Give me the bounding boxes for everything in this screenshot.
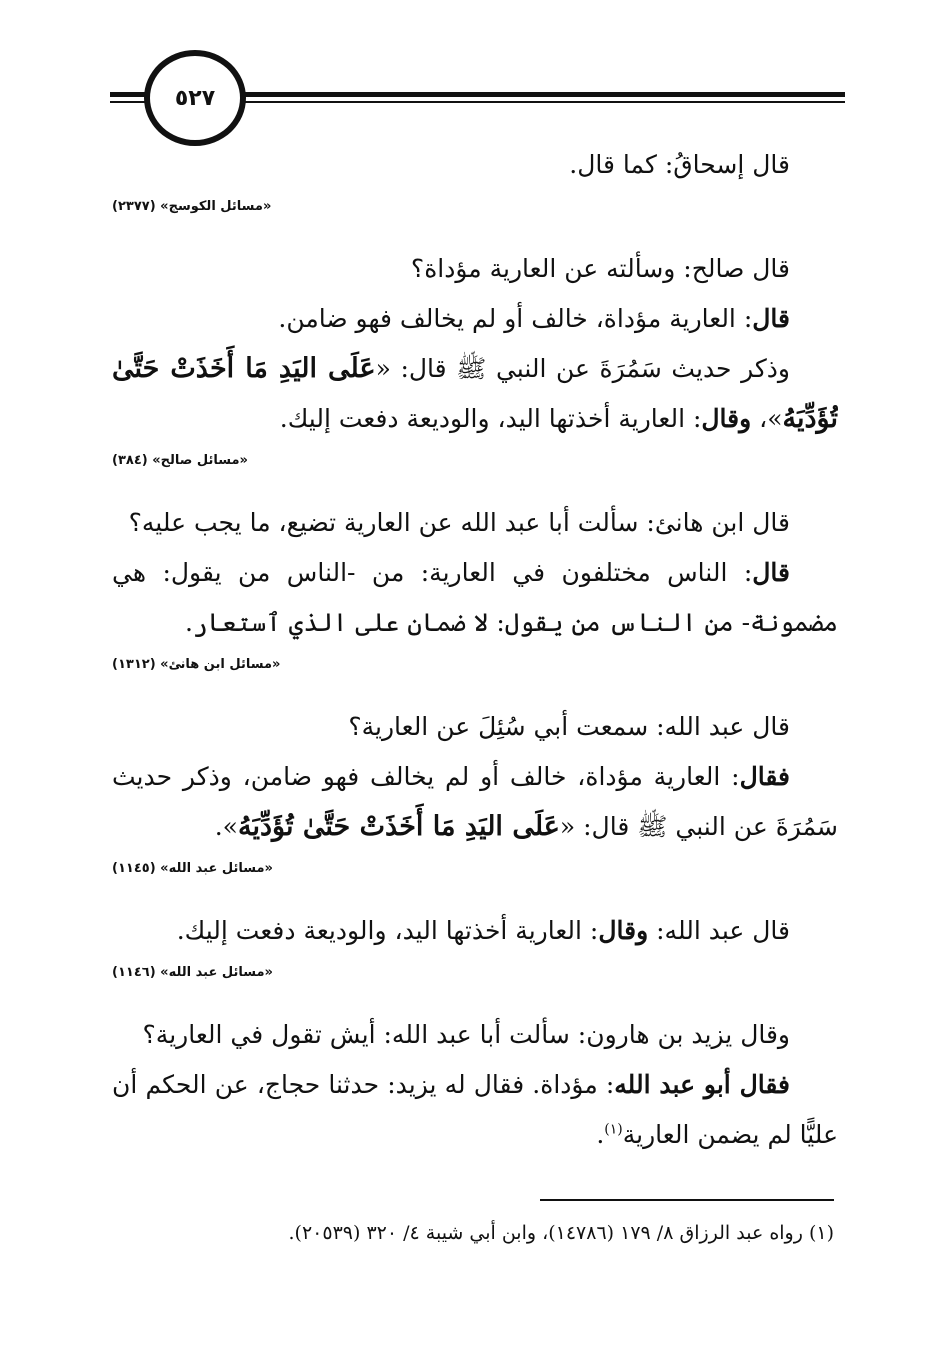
text-line: قال عبد الله: وقال: العارية أخذتها اليد، والوديعة دفعت إليك.	[176, 916, 790, 945]
text-line: قال ابن هانئ: سألت أبا عبد الله عن العارية تضيع، ما يجب عليه؟	[128, 508, 790, 537]
text-line: مضمونة- من الناس من يقول: لا ضمان على الذي ٱستعار.	[185, 608, 838, 637]
text-line: قال إسحاقُ: كما قال.	[569, 150, 790, 179]
hadith-text: عَلَى اليَدِ مَا أَخَذَتْ حَتَّىٰ	[112, 353, 376, 384]
text-line: فقال: العارية مؤداة، خالف أو لم يخالف فهو ضامن، وذكر حديث	[112, 762, 790, 791]
text-line: قال عبد الله: سمعت أبي سُئِلَ عن العارية؟	[348, 712, 790, 741]
text-line: قال: الناس مختلفون في العارية: من -الناس من يقول: هي	[112, 558, 790, 587]
source-citation: «مسائل عبد الله» (١١٤٥)	[112, 861, 273, 876]
text-line: سَمُرَةَ عن النبي ﷺ قال: «عَلَى اليَدِ مَا أَخَذَتْ حَتَّىٰ تُؤَدِّيَهُ».	[214, 811, 838, 842]
text-line: عليًّا لم يضمن العارية$^{(١)}$.	[596, 1120, 838, 1149]
source-citation: «مسائل عبد الله» (١١٤٦)	[112, 965, 273, 980]
page-body	[112, 140, 838, 1160]
text-line: تُؤَدِّيَهُ»، وقال: العارية أخذتها اليد، والوديعة دفعت إليك.	[279, 403, 838, 434]
source-citation: «مسائل صالح» (٣٨٤)	[112, 453, 248, 468]
footnote: (١) رواه عبد الرزاق ٨/ ١٧٩ (١٤٧٨٦)، وابن أبي شيبة ٤/ ٣٢٠ (٢٠٥٣٩).	[288, 1222, 834, 1244]
page-number: ٥٢٧	[144, 50, 246, 146]
source-citation: «مسائل الكوسج» (٢٣٧٧)	[112, 199, 272, 214]
text-line: قال صالح: وسألته عن العارية مؤداة؟	[410, 254, 790, 283]
hadith-text: تُؤَدِّيَهُ	[782, 403, 838, 434]
footnote-separator	[540, 1199, 834, 1201]
text-line: وذكر حديث سَمُرَةَ عن النبي ﷺ قال: «عَلَى اليَدِ مَا أَخَذَتْ حَتَّىٰ	[112, 353, 790, 384]
text-line: قال: العارية مؤداة، خالف أو لم يخالف فهو ضامن.	[278, 304, 790, 333]
source-citation: «مسائل ابن هانئ» (١٣١٢)	[112, 657, 281, 672]
hadith-text: عَلَى اليَدِ مَا أَخَذَتْ حَتَّىٰ تُؤَدِّيَهُ	[237, 811, 560, 842]
text-line: وقال يزيد بن هارون: سألت أبا عبد الله: أيش تقول في العارية؟	[142, 1020, 790, 1049]
text-line: فقال أبو عبد الله: مؤداة. فقال له يزيد: حدثنا حجاج، عن الحكم أن	[112, 1070, 790, 1099]
page-header	[110, 50, 845, 142]
footnote-ref: (١)	[604, 1121, 623, 1138]
